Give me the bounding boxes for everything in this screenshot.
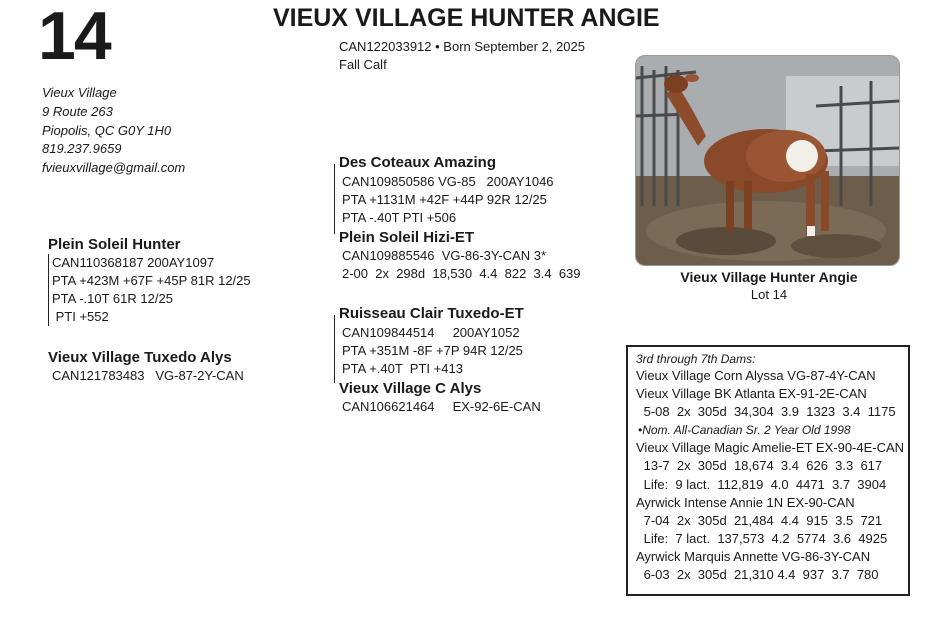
dams-line: 13-7 2x 305d 18,674 3.4 626 3.3 617 [640, 458, 883, 474]
sire-name: Plein Soleil Hunter [48, 236, 181, 253]
dam-sire-name: Ruisseau Clair Tuxedo-ET [339, 305, 524, 322]
dams-line: Ayrwick Marquis Annette VG-86-3Y-CAN [636, 548, 871, 564]
dam-dam-line: CAN106621464 EX-92-6E-CAN [342, 399, 541, 414]
sire-side-bracket [334, 164, 554, 234]
dam-dam-name: Vieux Village C Alys [339, 380, 482, 397]
sire-sire-line: PTA -.40T PTI +506 [342, 210, 457, 225]
dams-line: 6-03 2x 305d 21,310 4.4 937 3.7 780 [640, 567, 879, 583]
sire-details [48, 254, 251, 326]
consignor-farm: Vieux Village [42, 85, 117, 100]
dam-dam-block [339, 379, 541, 416]
caption-lot: Lot 14 [750, 287, 788, 302]
sire-sire-line: CAN109850586 VG-85 200AY1046 [342, 174, 554, 189]
dams-line: •Nom. All-Canadian Sr. 2 Year Old 1998 [638, 423, 851, 438]
dam-sire-line: PTA +351M -8F +7P 94R 12/25 [342, 343, 523, 358]
sire-line: PTI +552 [52, 309, 109, 324]
dam-block [48, 348, 244, 385]
registration-line: CAN122033912 • Born September 2, 2025 [339, 39, 585, 54]
dam-side-bracket [334, 315, 523, 383]
consignor-email: fvieuxvillage@gmail.com [42, 160, 186, 176]
lot-number: 14 [38, 0, 110, 74]
sire-sire-line: PTA +1131M +42F +44P 92R 12/25 [342, 192, 547, 207]
dams-line: Vieux Village Magic Amelie-ET EX-90-4E-CAN [636, 440, 905, 456]
sire-dam-name: Plein Soleil Hizi-ET [339, 229, 475, 246]
dam-line: CAN121783483 VG-87-2Y-CAN [52, 368, 244, 383]
dams-heading: 3rd through 7th Dams: [636, 352, 756, 366]
sire-sire-name: Des Coteaux Amazing [339, 154, 496, 171]
sire-dam-block [339, 228, 581, 283]
consignor-phone: 819.237.9659 [42, 141, 122, 157]
dams-line: 7-04 2x 305d 21,484 4.4 915 3.5 721 [640, 512, 883, 528]
dams-line: Vieux Village BK Atlanta EX-91-2E-CAN [636, 386, 867, 402]
dams-line: Vieux Village Corn Alyssa VG-87-4Y-CAN [636, 368, 876, 383]
calf-photo-illustration [636, 56, 899, 265]
extended-dams-box [626, 345, 910, 596]
caption-name: Vieux Village Hunter Angie [680, 269, 858, 285]
consignor-address: 9 Route 263 [42, 103, 113, 119]
sire-block [48, 235, 251, 326]
dam-sire-line: CAN109844514 200AY1052 [342, 325, 520, 340]
dams-line: Ayrwick Intense Annie 1N EX-90-CAN [636, 494, 855, 510]
sire-dam-line: CAN109885546 VG-86-3Y-CAN 3* [342, 248, 547, 263]
calf-photo [635, 55, 900, 266]
animal-title: VIEUX VILLAGE HUNTER ANGIE [273, 4, 660, 32]
sire-line: CAN110368187 200AY1097 [52, 255, 215, 270]
dams-line: Life: 9 lact. 112,819 4.0 4471 3.7 3904 [640, 476, 887, 492]
dams-line: 5-08 2x 305d 34,304 3.9 1323 3.4 1175 [640, 404, 896, 420]
dam-sire-line: PTA +.40T PTI +413 [342, 361, 463, 376]
sire-dam-line: 2-00 2x 298d 18,530 4.4 822 3.4 639 [342, 266, 581, 281]
consignor-block [42, 84, 185, 178]
sire-line: PTA -.10T 61R 12/25 [52, 291, 173, 306]
dam-name: Vieux Village Tuxedo Alys [48, 349, 232, 366]
sire-line: PTA +423M +67F +45P 81R 12/25 [52, 273, 251, 288]
category-label: Fall Calf [339, 57, 387, 72]
photo-caption [635, 269, 903, 304]
consignor-city: Piopolis, QC G0Y 1H0 [42, 122, 172, 138]
dams-line: Life: 7 lact. 137,573 4.2 5774 3.6 4925 [640, 530, 888, 546]
